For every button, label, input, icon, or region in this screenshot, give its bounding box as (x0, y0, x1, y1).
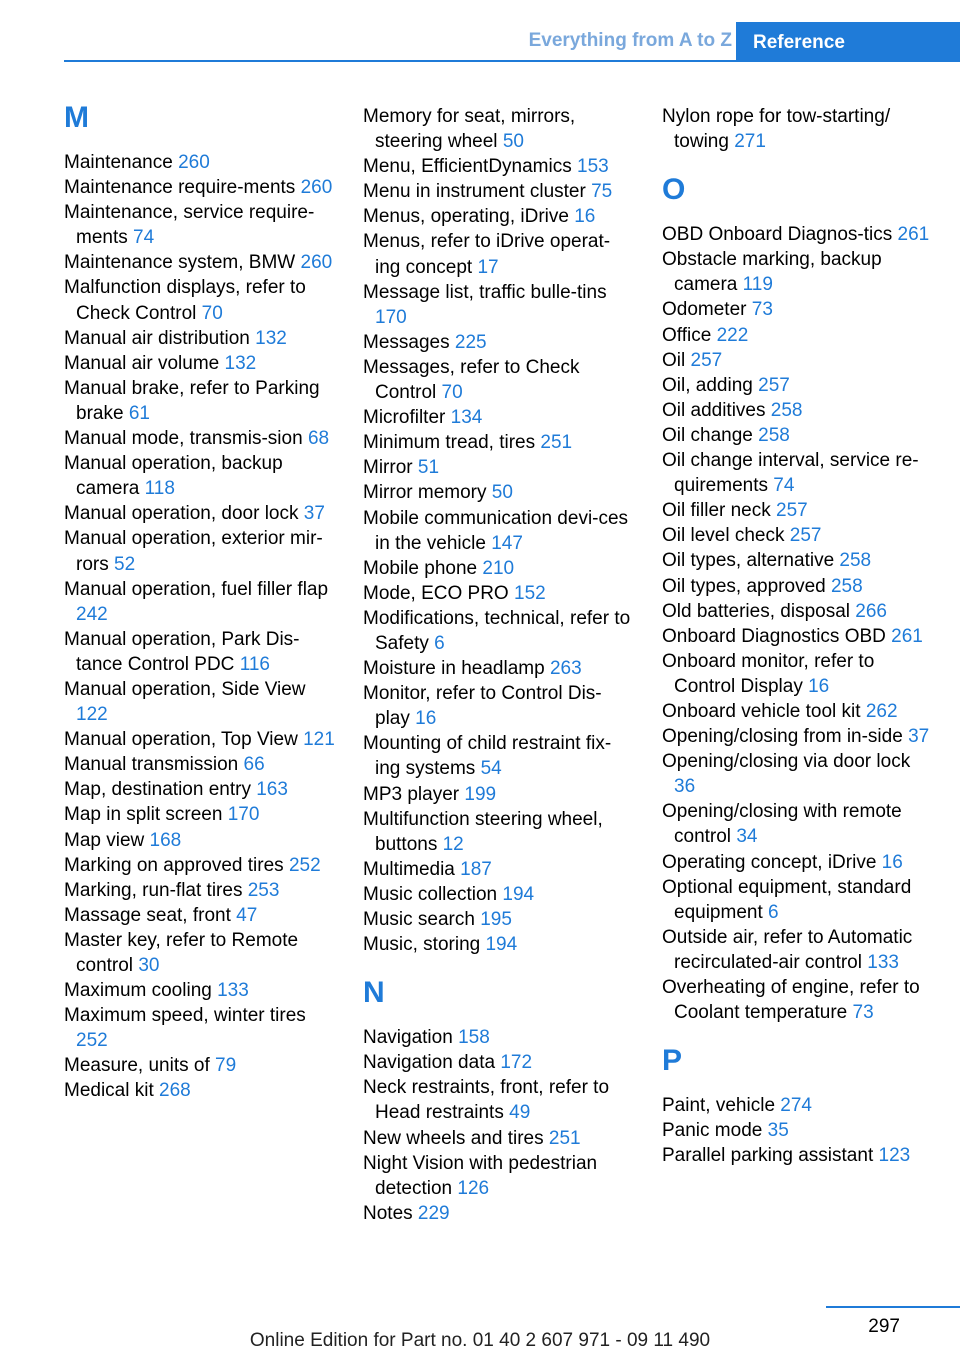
index-page-link[interactable]: 262 (865, 700, 898, 722)
index-entry-text: Master key, refer to Remote control (64, 929, 299, 976)
index-entry (363, 857, 631, 882)
index-entry (662, 423, 934, 448)
index-entry-text: Manual brake, refer to Parking brake (64, 377, 320, 424)
index-page-link[interactable]: 30 (138, 955, 160, 976)
index-entry-text: Microfilter (363, 407, 446, 429)
index-page-link[interactable]: 266 (855, 600, 887, 622)
index-entry-text: Malfunction displays, refer to Check Control (64, 277, 306, 324)
index-entry (64, 451, 336, 501)
index-page-link[interactable]: 152 (514, 582, 546, 604)
index-entry-text: Oil types, alternative (662, 550, 835, 572)
index-entry (662, 222, 934, 247)
index-entry-text: Map, destination entry (64, 779, 251, 801)
index-page-link[interactable]: 260 (300, 252, 333, 274)
index-page-link[interactable]: 258 (758, 424, 790, 446)
index-entry-text: Menus, operating, iDrive (363, 206, 569, 228)
index-entry-text: Oil types, approved (662, 575, 826, 597)
index-entry-text: Overheating of engine, refer to Coolant temperature (662, 977, 920, 1024)
index-entry (363, 556, 631, 581)
index-entry-text: Manual operation, backup camera (64, 453, 283, 500)
index-entry-text: Parallel parking assistant (662, 1145, 874, 1167)
index-entry (662, 398, 934, 423)
index-page-link[interactable]: 116 (239, 653, 270, 675)
index-entry-text: Modifications, technical, refer to Safety (363, 607, 631, 654)
index-entry (363, 104, 631, 154)
index-page-link[interactable]: 121 (303, 729, 335, 751)
index-entry (363, 1201, 631, 1226)
index-entry (64, 426, 336, 451)
index-entry (64, 376, 336, 426)
index-page-link[interactable]: 168 (149, 829, 182, 851)
index-page-link[interactable]: 251 (548, 1127, 581, 1149)
index-entry (363, 1025, 631, 1050)
index-entry (662, 799, 934, 849)
index-entry (363, 280, 631, 330)
index-entry-text: Manual transmission (64, 754, 239, 776)
edition-footer: Online Edition for Part no. 01 40 2 607 971 - 09 11 490 (249, 1330, 711, 1351)
index-entry-text: Oil (662, 349, 686, 371)
index-entry-text: Manual mode, transmis-sion (64, 428, 303, 450)
index-page-link[interactable]: 134 (450, 407, 483, 429)
index-entry (662, 104, 934, 154)
index-entry-text: Manual operation, Side View (64, 678, 306, 700)
index-page-link[interactable]: 194 (485, 934, 518, 956)
index-entry (64, 501, 336, 526)
index-entry (64, 1078, 336, 1103)
page-number: 297 (868, 1316, 900, 1337)
index-entry (363, 1126, 631, 1151)
header-reference-tab: Reference (736, 22, 960, 62)
index-page-link[interactable]: 153 (577, 156, 609, 178)
index-entry (363, 204, 631, 229)
index-page-link[interactable]: 257 (690, 349, 723, 371)
index-entry (363, 907, 631, 932)
index-entry (662, 297, 934, 322)
index-entry (64, 200, 336, 250)
index-entry (662, 323, 934, 348)
index-entry-text: Oil change interval, service re-quirements (662, 450, 919, 497)
index-entry (662, 448, 934, 498)
index-entry (363, 932, 631, 957)
index-entry-text: Manual air volume (64, 352, 220, 374)
index-entry-text: Mobile phone (363, 557, 478, 579)
index-page-link[interactable]: 34 (736, 826, 758, 848)
index-entry (64, 853, 336, 878)
index-page-link[interactable]: 6 (768, 901, 779, 923)
index-entry-text: Maximum cooling (64, 980, 212, 1002)
index-entry-text: Mirror memory (363, 482, 487, 504)
index-page-link[interactable]: 170 (375, 306, 407, 328)
index-entry (662, 574, 934, 599)
index-letter-heading: P (662, 1044, 683, 1078)
index-entry (662, 975, 934, 1025)
index-entry (64, 802, 336, 827)
index-page-link[interactable]: 260 (300, 177, 333, 199)
index-entry-text: Maximum speed, winter tires (64, 1005, 306, 1027)
index-entry (363, 154, 631, 179)
index-entry-text: Mode, ECO PRO (363, 582, 509, 604)
index-page-link[interactable]: 225 (454, 331, 487, 353)
index-entry-text: Menus, refer to iDrive operat-ing concept (363, 231, 611, 278)
index-page-link[interactable]: 253 (247, 879, 280, 901)
index-entry-text: Mobile communication devi-ces in the vehicle (363, 507, 629, 554)
index-entry-text: Marking on approved tires (64, 854, 284, 876)
index-page-link[interactable]: 158 (458, 1027, 490, 1049)
index-page-link[interactable]: 252 (288, 854, 321, 876)
index-entry-text: Manual operation, exterior mir-rors (64, 528, 323, 575)
index-entry (64, 150, 336, 175)
index-letter-heading: M (64, 101, 89, 134)
index-page-link[interactable]: 79 (215, 1055, 237, 1077)
index-entry-text: Music search (363, 909, 475, 930)
index-entry (64, 878, 336, 903)
index-entry-text: Memory for seat, mirrors, steering wheel (363, 106, 576, 153)
index-entry (662, 624, 934, 649)
index-page-link[interactable]: 61 (128, 402, 150, 424)
index-entry (64, 577, 336, 627)
index-letter-heading: N (363, 976, 385, 1010)
index-entry-text: Massage seat, front (64, 904, 231, 926)
index-entry-text: Moisture in headlamp (363, 658, 545, 680)
index-entry (662, 1118, 934, 1143)
index-entry (363, 656, 631, 681)
index-entry (662, 247, 934, 297)
index-entry-text: Oil level check (662, 525, 785, 547)
index-entry-text: Manual air distribution (64, 327, 250, 349)
index-entry (64, 526, 336, 576)
index-page-link[interactable]: 257 (789, 525, 822, 547)
index-entry (64, 752, 336, 777)
index-page-link[interactable]: 133 (217, 980, 249, 1002)
index-page-link[interactable]: 74 (133, 227, 155, 249)
index-page-link[interactable]: 229 (417, 1202, 450, 1224)
index-page-link[interactable]: 16 (881, 851, 903, 873)
index-entry (662, 749, 934, 799)
index-entry-text: Old batteries, disposal (662, 600, 850, 622)
index-entry-text: Marking, run-flat tires (64, 879, 243, 901)
index-entry (363, 681, 631, 731)
index-entry-text: Measure, units of (64, 1055, 210, 1077)
index-page-link[interactable]: 147 (491, 532, 523, 554)
index-entry (64, 250, 336, 275)
index-entry (64, 275, 336, 325)
index-entry (363, 606, 631, 656)
index-entry-text: Notes (363, 1202, 413, 1224)
index-entry (64, 677, 336, 727)
index-page-link[interactable]: 194 (502, 883, 535, 905)
index-entry (64, 777, 336, 802)
index-entry-text: Manual operation, Park Dis-tance Control PDC (64, 628, 300, 675)
index-page-link[interactable]: 195 (480, 909, 512, 930)
index-letter-heading: O (662, 173, 686, 207)
index-entry (363, 405, 631, 430)
index-entry-text: Monitor, refer to Control Dis-play (363, 683, 602, 730)
index-entry-text: Nylon rope for tow-starting/ towing (662, 106, 891, 153)
index-entry-text: Neck restraints, front, refer to Head restraints (363, 1077, 610, 1124)
index-entry-text: Opening/closing with remote control (662, 801, 902, 848)
index-page-link[interactable]: 123 (878, 1145, 911, 1167)
footer-rule (826, 1306, 960, 1308)
index-entry (662, 850, 934, 875)
index-page-link[interactable]: 73 (751, 299, 773, 321)
index-entry (64, 1003, 336, 1053)
index-entry (64, 326, 336, 351)
index-entry-text: Navigation data (363, 1052, 496, 1074)
index-page-link[interactable]: 118 (144, 478, 175, 500)
index-entry (363, 455, 631, 480)
index-entry (64, 727, 336, 752)
index-entry (363, 330, 631, 355)
index-entry (662, 925, 934, 975)
index-entry-text: OBD Onboard Diagnos-tics (662, 224, 893, 246)
index-entry-text: Opening/closing from in-side (662, 726, 903, 748)
index-page-link[interactable]: 16 (415, 708, 437, 730)
index-page-link[interactable]: 257 (776, 500, 808, 522)
index-entry (662, 348, 934, 373)
index-entry (64, 903, 336, 928)
index-entry-text: Multifunction steering wheel, buttons (363, 808, 603, 855)
index-page-link[interactable]: 66 (243, 754, 265, 776)
index-entry (662, 1093, 934, 1118)
index-page-link[interactable]: 170 (227, 804, 260, 826)
index-page-link[interactable]: 242 (76, 603, 108, 625)
index-page-link[interactable]: 172 (500, 1052, 533, 1074)
index-page-link[interactable]: 17 (477, 256, 499, 278)
index-entry (662, 1143, 934, 1168)
index-page-link[interactable]: 35 (767, 1120, 789, 1142)
index-page-link[interactable]: 132 (224, 352, 257, 374)
index-entry (363, 179, 631, 204)
index-entry (662, 649, 934, 699)
index-page-link[interactable]: 258 (830, 575, 863, 597)
index-entry-text: Oil additives (662, 399, 766, 421)
index-entry-text: Maintenance, service require-ments (64, 202, 315, 249)
index-entry (64, 978, 336, 1003)
index-entry-text: Multimedia (363, 858, 455, 880)
index-entry-text: MP3 player (363, 783, 460, 805)
index-entry-text: Music, storing (363, 934, 481, 956)
index-page-link[interactable]: 133 (867, 951, 899, 973)
index-page-link[interactable]: 73 (852, 1002, 874, 1024)
index-page-link[interactable]: 271 (734, 131, 766, 153)
index-page-link[interactable]: 199 (464, 783, 497, 805)
index-entry-text: Opening/closing via door lock (662, 751, 911, 773)
index-entry-text: Office (662, 324, 712, 346)
index-page-link[interactable]: 187 (460, 858, 492, 880)
header-rule (64, 60, 960, 62)
index-entry-text: Outside air, refer to Automatic recirculated-air control (662, 926, 913, 973)
index-entry (363, 480, 631, 505)
index-page-link[interactable]: 260 (178, 152, 210, 173)
index-page-link[interactable]: 251 (540, 432, 573, 454)
index-entry-text: Onboard Diagnostics OBD (662, 625, 886, 647)
index-page-link[interactable]: 261 (897, 224, 930, 246)
index-page-link[interactable]: 6 (434, 632, 445, 654)
index-page-link[interactable]: 54 (480, 758, 502, 780)
index-entry-text: Medical kit (64, 1080, 154, 1102)
index-entry-text: Maintenance require-ments (64, 177, 296, 199)
index-page-link[interactable]: 52 (114, 553, 136, 575)
index-page-link[interactable]: 258 (770, 399, 803, 421)
index-page-link[interactable]: 274 (780, 1095, 812, 1117)
index-column-3 (662, 104, 934, 1168)
index-entry (662, 548, 934, 573)
index-entry-text: Maintenance system, BMW (64, 252, 296, 274)
index-entry (64, 828, 336, 853)
index-entry-text: Navigation (363, 1027, 453, 1049)
index-entry (363, 229, 631, 279)
index-entry (662, 523, 934, 548)
index-entry (662, 599, 934, 624)
index-page-link[interactable]: 263 (549, 658, 582, 680)
index-page-link[interactable]: 222 (716, 324, 749, 346)
index-entry-text: Optional equipment, standard equipment (662, 876, 912, 923)
index-page-link[interactable]: 210 (482, 557, 515, 579)
index-page-link[interactable]: 37 (908, 726, 930, 748)
index-page-link[interactable]: 37 (303, 503, 325, 525)
index-entry (64, 627, 336, 677)
header-section-title: Everything from A to Z (528, 30, 732, 51)
index-entry-text: Onboard monitor, refer to Control Display (662, 650, 875, 697)
index-entry-text: Night Vision with pedestrian detection (363, 1152, 598, 1199)
index-entry (363, 581, 631, 606)
index-page-link[interactable]: 257 (758, 374, 790, 396)
index-page-link[interactable]: 258 (839, 550, 872, 572)
index-entry-text: Panic mode (662, 1120, 763, 1142)
index-entry-text: Music collection (363, 883, 498, 905)
index-page-link[interactable]: 132 (255, 327, 287, 349)
index-page-link[interactable]: 74 (773, 475, 795, 497)
index-entry (662, 699, 934, 724)
index-page-link[interactable]: 16 (808, 675, 830, 697)
index-page-link[interactable]: 51 (417, 457, 440, 479)
index-page-link[interactable]: 126 (457, 1177, 490, 1199)
index-entry-text: Obstacle marking, backup camera (662, 249, 882, 296)
index-entry (363, 807, 631, 857)
index-entry (64, 175, 336, 200)
index-entry (662, 498, 934, 523)
index-entry-text: Message list, traffic bulle-tins (363, 281, 607, 303)
index-entry (64, 351, 336, 376)
index-entry-text: Oil change (662, 424, 753, 446)
index-page-link[interactable]: 50 (491, 482, 513, 504)
index-entry-text: Map view (64, 829, 145, 851)
index-entry (64, 928, 336, 978)
index-page-link[interactable]: 119 (742, 274, 773, 296)
index-entry-text: Menu in instrument cluster (363, 181, 586, 203)
index-entry (363, 882, 631, 907)
index-entry-text: Manual operation, door lock (64, 503, 299, 525)
index-entry (363, 782, 631, 807)
index-page-link[interactable]: 268 (159, 1080, 191, 1102)
index-entry (662, 875, 934, 925)
index-entry-text: New wheels and tires (363, 1127, 544, 1149)
index-entry-text: Oil, adding (662, 374, 753, 396)
index-page-link[interactable]: 49 (509, 1102, 531, 1124)
index-page-link[interactable]: 261 (891, 625, 923, 647)
index-entry-text: Oil filler neck (662, 500, 771, 522)
index-entry-text: Mirror (363, 457, 413, 479)
index-entry-text: Operating concept, iDrive (662, 851, 877, 873)
index-entry (662, 373, 934, 398)
index-column-2 (363, 104, 631, 1226)
index-entry (64, 1053, 336, 1078)
index-entry-text: Menu, EfficientDynamics (363, 156, 572, 178)
index-entry-text: Manual operation, fuel filler flap (64, 578, 329, 600)
index-entry (363, 430, 631, 455)
index-entry (363, 1151, 631, 1201)
index-entry-text: Paint, vehicle (662, 1095, 776, 1117)
index-entry (363, 1050, 631, 1075)
index-entry-text: Mounting of child restraint fix-ing systems (363, 733, 612, 780)
index-entry-text: Messages (363, 331, 450, 353)
index-page-link[interactable]: 47 (236, 904, 258, 926)
index-page-link[interactable]: 75 (591, 181, 613, 203)
index-entry-text: Odometer (662, 299, 747, 321)
index-entry-text: Minimum tread, tires (363, 432, 536, 454)
index-page-link[interactable]: 163 (256, 779, 288, 801)
index-page-link[interactable]: 68 (307, 428, 330, 450)
index-page-link[interactable]: 12 (442, 833, 464, 855)
index-entry-text: Messages, refer to Check Control (363, 356, 580, 404)
index-entry (363, 1075, 631, 1125)
index-entry (363, 506, 631, 556)
index-entry-text: Manual operation, Top View (64, 729, 298, 751)
index-entry (363, 731, 631, 781)
index-entry (363, 355, 631, 405)
index-entry (662, 724, 934, 749)
index-page-link[interactable]: 70 (441, 382, 463, 404)
index-entry-text: Maintenance (64, 152, 173, 173)
index-page-link[interactable]: 252 (76, 1030, 108, 1052)
index-page-link[interactable]: 16 (574, 206, 596, 228)
index-page-link[interactable]: 50 (502, 131, 524, 153)
index-entry-text: Map in split screen (64, 804, 223, 826)
index-page-link[interactable]: 70 (201, 302, 223, 324)
index-entry-text: Onboard vehicle tool kit (662, 700, 861, 722)
index-page-link[interactable]: 36 (674, 776, 696, 798)
index-page-link[interactable]: 122 (76, 704, 108, 726)
index-column-1 (64, 100, 336, 1104)
